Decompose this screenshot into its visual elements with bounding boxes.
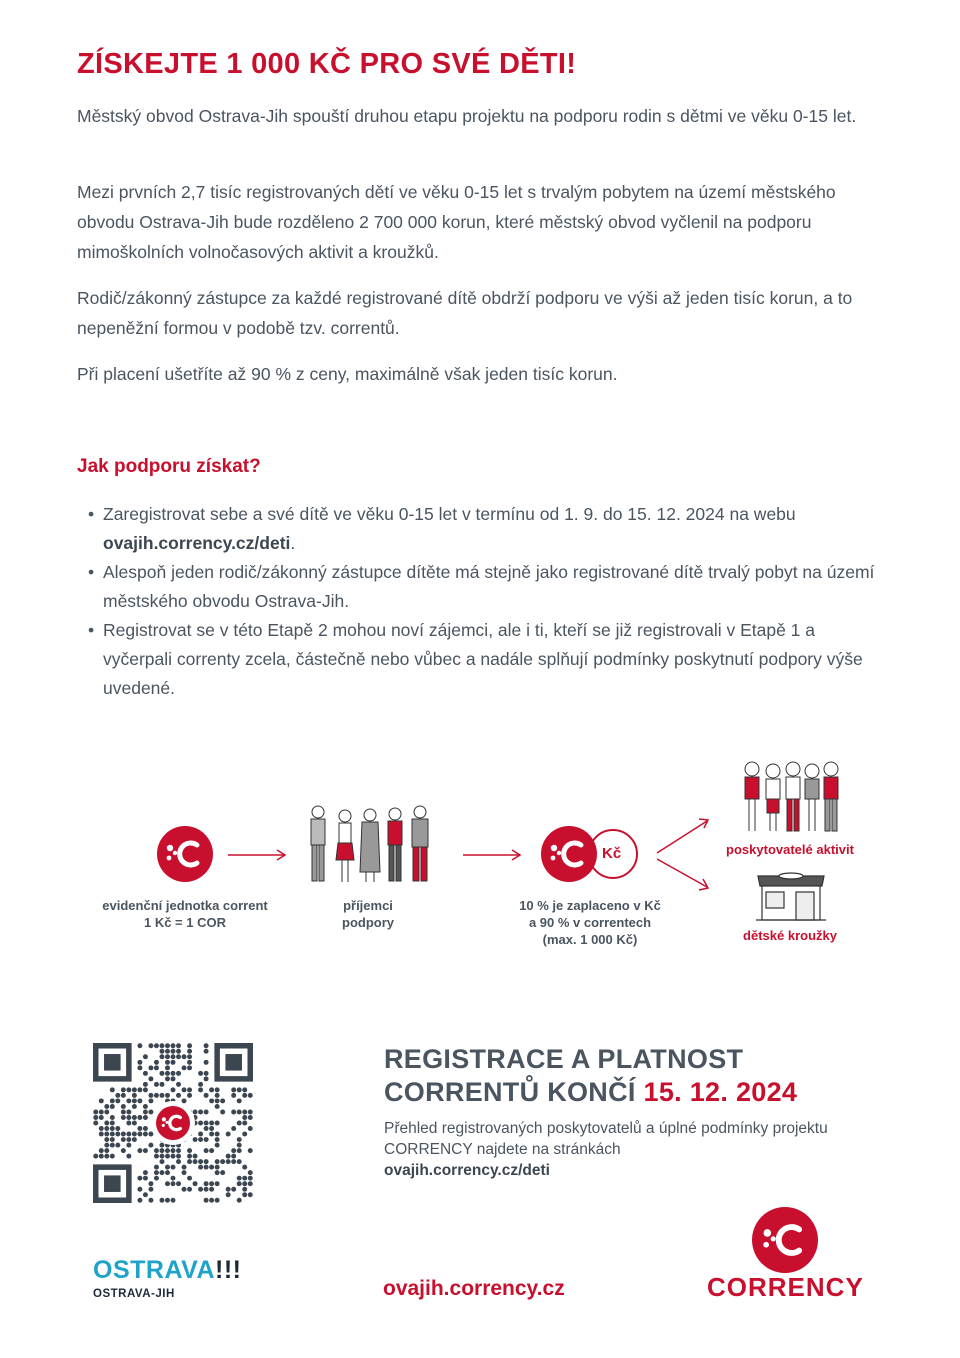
ostrava-logo: OSTRAVA!!!	[93, 1256, 242, 1284]
step2-caption: příjemci podpory	[342, 898, 394, 930]
registration-title: REGISTRACE A PLATNOST CORRENTŮ KONČÍ 15. 12. 2024	[384, 1044, 798, 1107]
page-title: ZÍSKEJTE 1 000 KČ PRO SVÉ DĚTI!	[77, 48, 577, 80]
intro-paragraph: Rodič/zákonný zástupce za každé registrované dítě obdrží podporu ve výši až jeden tisíc korun, a to nepeněžní formou v podobě tzv. correntů.	[77, 288, 853, 338]
list-item: • Zaregistrovat sebe a své dítě ve věku 0-15 let v termínu od 1. 9. do 15. 12. 2024 na webu ovajih.corrency.cz/deti.	[88, 500, 888, 558]
corrency-logo-icon	[752, 1207, 818, 1273]
how-heading: Jak podporu získat?	[77, 456, 261, 477]
clubs-label: dětské kroužky	[743, 928, 837, 943]
district-label: OSTRAVA-JIH	[93, 1288, 175, 1300]
deadline-date: 15. 12. 2024	[643, 1077, 798, 1107]
corrency-coin-icon	[541, 826, 597, 882]
corrency-coin-icon	[156, 1106, 190, 1140]
registration-link[interactable]: ovajih.corrency.cz/deti	[103, 533, 291, 553]
registration-text: Přehled registrovaných poskytovatelů a úplné podmínky projektu CORRENCY najdete na stránkách ovajih.corrency.cz/deti	[384, 1120, 828, 1179]
intro-paragraph: Městský obvod Ostrava-Jih spouští druhou etapu projektu na podporu rodin s dětmi ve věku 0-15 let.	[77, 106, 857, 126]
how-list	[88, 500, 888, 703]
corrency-coin-icon	[157, 826, 213, 882]
brand-name: CORRENCY	[707, 1272, 864, 1302]
shop-illustration-icon	[756, 870, 826, 922]
arrow-right-icon	[228, 848, 288, 862]
intro-paragraph: Mezi prvních 2,7 tisíc registrovaných dětí ve věku 0-15 let s trvalým pobytem na území městského obvodu Ostrava-Jih bude rozděleno 2 700 000 korun, které městský obvod vyčlenil na podporu mimoškolních volnočasových aktivit a kroužků.	[77, 182, 836, 262]
recipients-illustration-icon	[300, 802, 440, 888]
intro-paragraph: Při placení ušetříte až 90 % z ceny, maximálně však jeden tisíc korun.	[77, 364, 618, 384]
registration-link[interactable]: ovajih.corrency.cz/deti	[384, 1162, 550, 1179]
list-item: • Registrovat se v této Etapě 2 mohou noví zájemci, ale i ti, kteří se již registrovali v Etapě 1 a vyčerpali correnty zcela, částečně nebo vůbec a nadále splňují podmínky poskytnutí podpory výše uvedené.	[88, 616, 888, 703]
arrow-right-icon	[463, 848, 523, 862]
step1-caption: evidenční jednotka corrent 1 Kč = 1 COR	[102, 898, 268, 930]
step3-caption: 10 % je zaplaceno v Kč a 90 % v correntech (max. 1 000 Kč)	[519, 898, 661, 947]
providers-label: poskytovatelé aktivit	[726, 842, 854, 857]
website-link[interactable]: ovajih.corrency.cz	[383, 1277, 565, 1300]
qr-code[interactable]	[93, 1043, 253, 1203]
children-illustration-icon	[738, 757, 842, 835]
list-item: • Alespoň jeden rodič/zákonný zástupce dítěte má stejně jako registrované dítě trvalý pobyt na území městského obvodu Ostrava-Jih.	[88, 558, 888, 616]
kc-badge: Kč	[588, 829, 638, 879]
